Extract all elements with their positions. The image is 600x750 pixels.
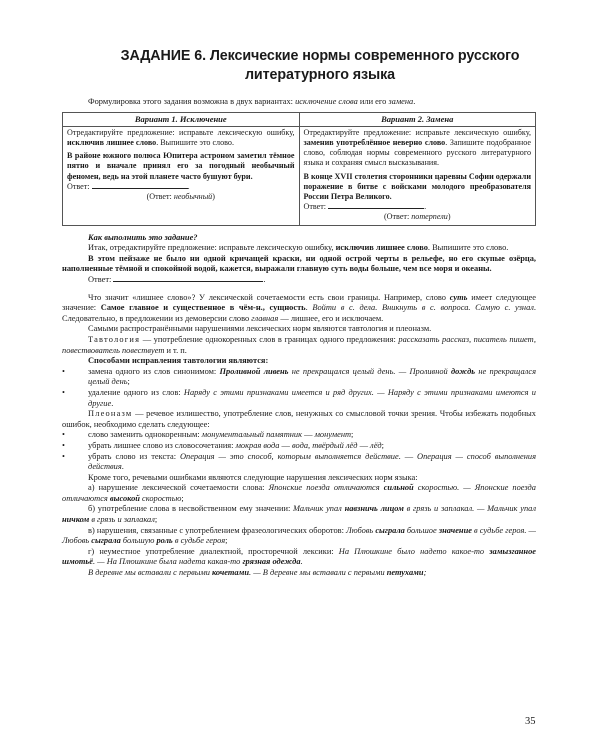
variant-2-cell: Отредактируйте предложение: исправьте лексическую ошибку, заменив употреблённое неверно слово. Запишите подобранное слово, соблюдая нормы современного русского литературного языка и сохраняя смысл высказывания. В конце XVII столетия сторонники царевны Софии одержали поражение в битве с войсками молодого преобразователя России Петра Великого. Ответ: . (Ответ: потерпели): [299, 126, 536, 225]
variant-1-cell: Отредактируйте предложение: исправьте лексическую ошибку, исключив лишнее слово. Выпишите это слово. В районе южного полюса Юпитера астроном заметил тёмное пятно и вначале принял его за погодный необычный феномен, ведь на этой планете часто бушуют бури. Ответ: . (Ответ: необычный): [63, 126, 300, 225]
page-number: 35: [525, 716, 536, 727]
variant-1-example: В районе южного полюса Юпитера астроном заметил тёмное пятно и вначале принял его за погодный необычный феномен, ведь на этой планете часто бушуют бури.: [67, 151, 295, 181]
pleonasm-bullet-3: • убрать слово из текста: Операция — это способ, которым выполняется действие. — Операция — способ выполнения действия.: [62, 451, 536, 472]
pleonasm-definition: Плеоназм — речевое излишество, употребление слов, ненужных со смысловой точки зрения. Чтобы избежать подобных ошибок, необходимо сделать следующее:: [62, 409, 536, 429]
variant-2-answer: (Ответ: потерпели): [383, 212, 451, 222]
howto-heading: Как выполнить это задание?: [88, 232, 198, 242]
extra-word-paragraph: Что значит «лишнее слово»? У лексической сочетаемости есть свои границы. Например, слово суть имеет следующее значение: Самое главное и существенное в чём-н., сущность. Войти в с. дела. Вникнуть в с. вопроса. Самую с. узнал. Следовательно, в предложении из демоверсии слово главная — лишнее, его и исключаем.: [62, 292, 537, 323]
howto-answer-line: Ответ: .: [88, 275, 266, 284]
other-error-b: б) употребление слова в несвойственном ему значении: Мальчик упал навзничь лицом в грязь и заплакал. — Мальчик упал ничком в грязь и заплакал;: [62, 504, 536, 525]
tautology-bullet-1: • замена одного из слов синонимом: Проливной ливень не прекращался целый день. — Проливной дождь не прекращался целый день;: [62, 366, 536, 387]
common-errors-paragraph: Самыми распространёнными нарушениями лексических норм являются тавтология и плеоназм.: [88, 324, 432, 334]
variant-1-answer-line: Ответ: .: [67, 181, 190, 191]
page-body: [62, 97, 536, 579]
variant-2-answer-line: Ответ: .: [303, 202, 427, 212]
tautology-methods-heading: Способами исправления тавтологии являются:: [88, 356, 269, 366]
variant-1-header: Вариант 1. Исключение: [63, 112, 300, 126]
howto-instruction: Итак, отредактируйте предложение: исправьте лексическую ошибку, исключив лишнее слово. Выпишите это слово.: [88, 243, 509, 253]
variant-2-header: Вариант 2. Замена: [299, 112, 536, 126]
other-error-d: г) неуместное употребление диалектной, просторечной лексики: На Плюшкине было надето какое-то замызганное шмотьё. — На Плюшкине была надета какая-то грязная одежда.: [62, 546, 536, 567]
variant-2-example: В конце XVII столетия сторонники царевны Софии одержали поражение в битве с войсками молодого преобразователя России Петра Великого.: [303, 171, 531, 202]
other-error-e: В деревне мы вставали с первыми кочетами. — В деревне мы вставали с первыми петухами;: [88, 568, 427, 578]
page-title: ЗАДАНИЕ 6. Лексические нормы современного русского литературного языка: [120, 48, 520, 83]
other-errors-intro: Кроме того, речевыми ошибками являются следующие нарушения лексических норм языка:: [88, 472, 418, 482]
tautology-definition: Тавтология — употребление однокоренных слов в границах одного предложения: рассказать рассказ, писатель пишет, повествователь повествует и т. п.: [62, 334, 536, 355]
variants-table: [62, 112, 536, 226]
tautology-bullet-2: • удаление одного из слов: Наряду с этими признаками имеется и ряд других. — Наряду с этими признаками имеются и другие.: [62, 387, 536, 408]
other-error-c: в) нарушения, связанные с употреблением фразеологических оборотов: Любовь сыграла большое значение в судьбе героя. — Любовь сыграла большую роль в судьбе героя;: [62, 525, 537, 546]
intro-paragraph: Формулировка этого задания возможна в двух вариантах: исключение слова или его замена.: [88, 97, 416, 106]
other-error-a: а) нарушение лексической сочетаемости слова: Японские поезда отличаются сильной скоростью. — Японские поезда отличаются высокой скоростью;: [62, 483, 536, 503]
howto-example: В этом пейзаже не было ни одной кричащей краски, ни одной острой черты в рельефе, но его скупые озёрца, наполненные тёмной и спокойной водой, кажется, выражали главную суть воды больше, чем все моря и океаны.: [62, 253, 536, 274]
pleonasm-bullet-2: • убрать лишнее слово из словосочетания: мокрая вода — вода, твёрдый лёд — лёд;: [62, 440, 384, 450]
variant-1-answer: (Ответ: необычный): [146, 192, 215, 202]
pleonasm-bullet-1: • слово заменить однокоренным: монументальный памятник — монумент;: [62, 430, 354, 440]
